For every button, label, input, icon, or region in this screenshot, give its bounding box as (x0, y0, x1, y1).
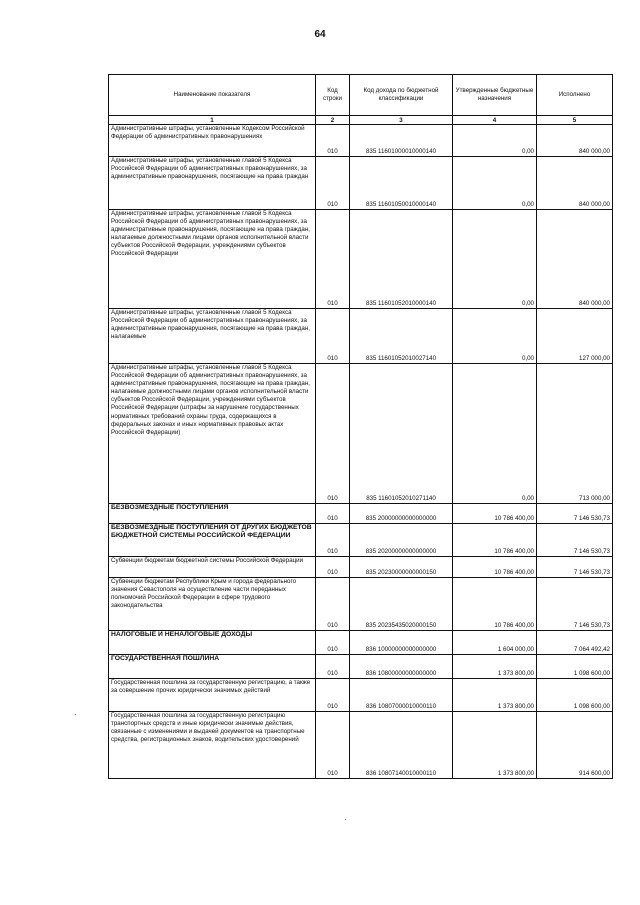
header-name: Наименование показателя (109, 75, 316, 116)
row-income-code: 836 10000000000000000 (350, 631, 453, 655)
row-income-code: 835 11601000010000140 (350, 125, 453, 157)
column-number: 5 (537, 116, 613, 125)
row-approved: 10 786 400,00 (453, 524, 537, 557)
row-approved: 10 786 400,00 (453, 578, 537, 631)
row-line-code: 010 (316, 504, 350, 524)
row-line-code: 010 (316, 712, 350, 779)
table-row (109, 524, 613, 557)
row-approved: 0,00 (453, 210, 537, 309)
row-name: Административные штрафы, установленные главой 5 Кодекса Российской Федерации об административных правонарушениях, за административные правонарушения, посягающие на права граждан, налагаемые (109, 309, 316, 364)
row-approved: 1 373 800,00 (453, 655, 537, 679)
row-approved: 1 373 800,00 (453, 712, 537, 779)
row-line-code: 010 (316, 631, 350, 655)
row-line-code: 010 (316, 364, 350, 504)
row-name: Государственная пошлина за государственную регистрацию транспортных средств и иные юридически значимые действия, связанные с изменениями и выдачей документов на транспортные средства, регистрационных знаков, водительских удостоверений (109, 712, 316, 779)
row-line-code: 010 (316, 557, 350, 578)
row-approved: 1 604 000,00 (453, 631, 537, 655)
row-name: НАЛОГОВЫЕ И НЕНАЛОГОВЫЕ ДОХОДЫ (109, 631, 316, 655)
row-line-code: 010 (316, 309, 350, 364)
table-row (109, 364, 613, 504)
budget-execution-table (108, 74, 613, 779)
row-line-code: 010 (316, 210, 350, 309)
row-approved: 1 373 800,00 (453, 679, 537, 712)
scan-speck: · (344, 815, 347, 824)
row-executed: 7 064 492,42 (537, 631, 613, 655)
column-number: 4 (453, 116, 537, 125)
row-approved: 0,00 (453, 364, 537, 504)
row-line-code: 010 (316, 655, 350, 679)
column-number: 2 (316, 116, 350, 125)
table-row (109, 631, 613, 655)
row-name: Административные штрафы, установленные главой 5 Кодекса Российской Федерации об административных правонарушениях, за административные правонарушения, посягающие на права граждан (109, 157, 316, 210)
header-executed: Исполнено (537, 75, 613, 116)
table-row (109, 210, 613, 309)
row-income-code: 835 11601052010027140 (350, 309, 453, 364)
table-row (109, 712, 613, 779)
row-name: Административные штрафы, установленные главой 5 Кодекса Российской Федерации об административных правонарушениях, за административные правонарушения, посягающие на права граждан, налагаемые должностными лицами органов исполнительной власти субъектов Российской Федерации, учреждениями субъектов Российской Федерации (109, 210, 316, 309)
row-executed: 1 098 600,00 (537, 679, 613, 712)
row-name: БЕЗВОЗМЕЗДНЫЕ ПОСТУПЛЕНИЯ ОТ ДРУГИХ БЮДЖЕТОВ БЮДЖЕТНОЙ СИСТЕМЫ РОССИЙСКОЙ ФЕДЕРАЦИИ (109, 524, 316, 557)
row-income-code: 836 10807000010000110 (350, 679, 453, 712)
column-number: 3 (350, 116, 453, 125)
row-executed: 7 146 530,73 (537, 504, 613, 524)
header-line-code: Код строки (316, 75, 350, 116)
row-line-code: 010 (316, 578, 350, 631)
row-name: Административные штрафы, установленные Кодексом Российской Федерации об административных правонарушениях (109, 125, 316, 157)
row-executed: 7 146 530,73 (537, 557, 613, 578)
row-approved: 10 786 400,00 (453, 557, 537, 578)
row-income-code: 835 20200000000000000 (350, 524, 453, 557)
header-approved: Утвержденные бюджетные назначения (453, 75, 537, 116)
row-executed: 7 146 530,73 (537, 578, 613, 631)
row-income-code: 835 20000000000000000 (350, 504, 453, 524)
row-income-code: 835 20235435020000150 (350, 578, 453, 631)
row-executed: 7 146 530,73 (537, 524, 613, 557)
row-executed: 127 000,00 (537, 309, 613, 364)
row-approved: 0,00 (453, 157, 537, 210)
row-line-code: 010 (316, 679, 350, 712)
row-income-code: 835 20230000000000150 (350, 557, 453, 578)
row-name: БЕЗВОЗМЕЗДНЫЕ ПОСТУПЛЕНИЯ (109, 504, 316, 524)
row-name: ГОСУДАРСТВЕННАЯ ПОШЛИНА (109, 655, 316, 679)
row-name: Государственная пошлина за государственную регистрацию, а также за совершение прочих юридически значимых действий (109, 679, 316, 712)
scan-speck: · (74, 710, 77, 719)
row-income-code: 836 10807140010000110 (350, 712, 453, 779)
table-row (109, 578, 613, 631)
row-income-code: 835 11601050010000140 (350, 157, 453, 210)
row-executed: 914 600,00 (537, 712, 613, 779)
row-income-code: 836 10800000000000000 (350, 655, 453, 679)
row-executed: 840 000,00 (537, 157, 613, 210)
row-executed: 1 098 600,00 (537, 655, 613, 679)
table-row (109, 655, 613, 679)
table-row (109, 125, 613, 157)
row-executed: 840 000,00 (537, 210, 613, 309)
column-number-row (109, 116, 613, 125)
header-income-code: Код дохода по бюджетной классификации (350, 75, 453, 116)
row-executed: 713 000,00 (537, 364, 613, 504)
column-number: 1 (109, 116, 316, 125)
row-income-code: 835 11601052010271140 (350, 364, 453, 504)
row-approved: 10 786 400,00 (453, 504, 537, 524)
table-row (109, 157, 613, 210)
table-row (109, 679, 613, 712)
table-row (109, 309, 613, 364)
row-approved: 0,00 (453, 125, 537, 157)
row-line-code: 010 (316, 125, 350, 157)
row-approved: 0,00 (453, 309, 537, 364)
row-line-code: 010 (316, 524, 350, 557)
row-name: Административные штрафы, установленные главой 5 Кодекса Российской Федерации об административных правонарушениях, за административные правонарушения, посягающие на права граждан, налагаемые должностными лицами органов исполнительной власти субъектов Российской Федерации, учреждениями субъектов Российской Федерации (штрафы за нарушение государственных нормативных требований охраны труда, содержащихся в федеральных законах и иных нормативных правовых актах Российской Федерации) (109, 364, 316, 504)
row-income-code: 835 11601052010000140 (350, 210, 453, 309)
row-name: Субвенции бюджетам бюджетной системы Российской Федерации (109, 557, 316, 578)
table-header-row (109, 75, 613, 116)
table-row (109, 557, 613, 578)
table-row (109, 504, 613, 524)
row-line-code: 010 (316, 157, 350, 210)
row-name: Субвенции бюджетам Республики Крым и города федерального значения Севастополя на осуществление части переданных полномочий Российской Федерации в сфере трудового законодательства (109, 578, 316, 631)
page-number: 64 (314, 29, 326, 40)
row-executed: 840 000,00 (537, 125, 613, 157)
